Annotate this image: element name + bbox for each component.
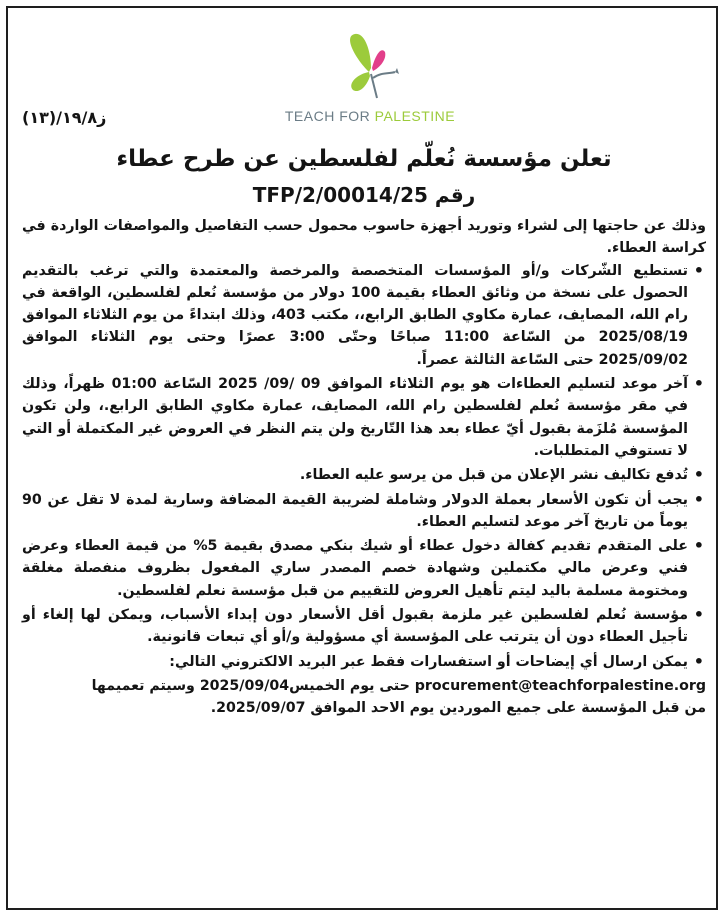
intro-paragraph: وذلك عن حاجتها إلى لشراء وتوريد أجهزة حاسوب محمول حسب التفاصيل والمواصفات الواردة في كراسة العطاء. (22, 218, 706, 257)
list-item: • يمكن ارسال أي إيضاحات أو استفسارات فقط عبر البريد الالكتروني التالي: (22, 651, 688, 673)
contact-deadline-text: حتى يوم الخميس2025/09/04 وسيتم تعميمها (91, 677, 410, 694)
logo-text-teach-for: TEACH FOR (284, 108, 375, 124)
list-item: • يجب أن تكون الأسعار بعملة الدولار وشاملة لضريبة القيمة المضافة وسارية لمدة لا تقل عن 90 يوماً من تاريخ آخر موعد لتسليم العطاء. (22, 489, 688, 534)
list-item: • آخر موعد لتسليم العطاءات هو يوم الثلاثاء الموافق 09 /09/ 2025 السّاعة 01:00 ظهراً، وذلك في مقر مؤسسة نُعلم لفلسطين رام الله، المصايف، عمارة مكاوي الطابق الرابع.، ولن تكون المؤسسة مُلزَمة بقبول أيّ عطاء بعد هذا التّاريخ ولن يتم النظر في العروض غير المكتملة أو التي لا تستوفي المتطلبات. (22, 373, 688, 462)
list-item: • تُدفع تكاليف نشر الإعلان من قبل من يرسو عليه العطاء. (22, 464, 688, 486)
butterfly-logo-icon (325, 28, 415, 108)
contact-line-1 (22, 675, 706, 697)
conditions-list (22, 260, 706, 673)
announcement-body (22, 215, 706, 720)
list-item: • تستطيع الشّركات و/أو المؤسسات المتخصصة والمرخصة والمعتمدة والتي ترغب بالتقديم الحصول على نسخة من وثائق العطاء بقيمة 100 دولار من مؤسسة نُعلم لفلسطين، الواقعة في رام الله، المصايف، عمارة مكاوي الطابق الرابع،، مكتب 403، وذلك ابتداءً من يوم الثلاثاء الموافق 2025/08/19 من السّاعة 11:00 صباحًا وحتّى 3:00 عصرًا وحتى يوم الثلاثاء الموافق 2025/09/02 حتى السّاعة الثالثة عصراً. (22, 260, 688, 371)
reference-number: ز١٩/٨/(١٣) (22, 108, 107, 127)
logo-wordmark (250, 108, 490, 124)
list-item: • على المتقدم تقديم كفالة دخول عطاء أو شيك بنكي مصدق بقيمة 5% من قيمة العطاء وعرض فني وعرض مالي مكتملين وشهادة خصم المصدر ساري المفعول بظروف منفصلة مغلقة ومختومة مسلمة باليد ليتم تأهيل العروض للتقييم من قبل مؤسسة نعلم لفلسطين. (22, 535, 688, 602)
tender-number: رقم TFP/2/00014/25 (252, 183, 476, 207)
organization-logo (250, 28, 490, 128)
logo-text-palestine: PALESTINE (374, 108, 456, 124)
page-title: تعلن مؤسسة نُعلّم لفلسطين عن طرح عطاء (116, 146, 612, 172)
contact-line-2: من قبل المؤسسة على جميع الموردين يوم الاحد الموافق 2025/09/07. (210, 700, 706, 717)
contact-email: procurement@teachforpalestine.org (414, 677, 706, 694)
list-item: • مؤسسة نُعلم لفلسطين غير ملزمة بقبول أقل الأسعار دون إبداء الأسباب، ويمكن لها إلغاء أو تأجيل العطاء دون أن يترتب على المؤسسة أي مسؤولية و/أو أي تبعات قانونية. (22, 604, 688, 649)
